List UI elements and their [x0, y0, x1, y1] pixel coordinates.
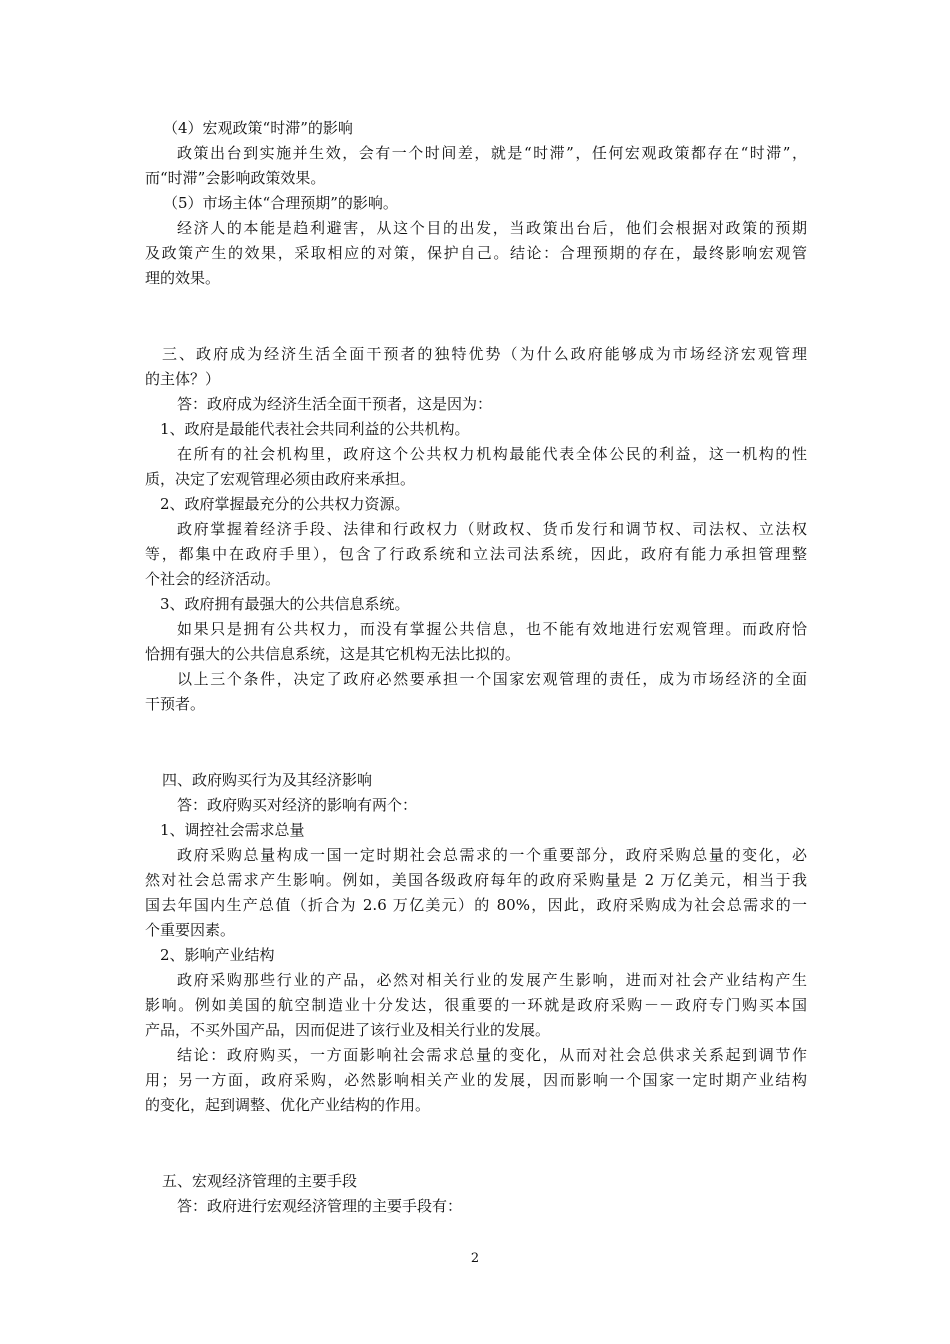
section-heading-3: 三、政府成为经济生活全面干预者的独特优势（为什么政府能够成为市场经济宏观管理 [162, 345, 807, 363]
paragraph-line: 质，决定了宏观管理必须由政府来承担。 [145, 470, 416, 488]
paragraph-line: 影响。例如美国的航空制造业十分发达，很重要的一环就是政府采购－－政府专门购买本国 [145, 996, 807, 1014]
answer-intro: 答：政府进行宏观经济管理的主要手段有： [177, 1197, 463, 1215]
subheading-5: （5）市场主体“合理预期”的影响。 [163, 194, 398, 212]
paragraph-line: 政策出台到实施并生效，会有一个时间差，就是“时滞”，任何宏观政策都存在“时滞”， [177, 144, 807, 162]
point-2: 2、影响产业结构 [160, 946, 275, 964]
page-number: 2 [470, 1251, 480, 1266]
paragraph-line: 国去年国内生产总值（折合为 2.6 万亿美元）的 80%，因此，政府采购成为社会总需求的一 [145, 896, 807, 914]
paragraph-line: 干预者。 [145, 695, 206, 713]
paragraph-line: 如果只是拥有公共权力，而没有掌握公共信息，也不能有效地进行宏观管理。而政府恰 [177, 620, 807, 638]
section-heading-5: 五、宏观经济管理的主要手段 [162, 1172, 358, 1190]
paragraph-line: 个重要因素。 [145, 921, 236, 939]
paragraph-line: 在所有的社会机构里，政府这个公共权力机构最能代表全体公民的利益，这一机构的性 [177, 445, 807, 463]
paragraph-line: 等，都集中在政府手里），包含了行政系统和立法司法系统，因此，政府有能力承担管理整 [145, 545, 807, 563]
paragraph-line: 经济人的本能是趋利避害，从这个目的出发，当政策出台后，他们会根据对政策的预期 [177, 219, 807, 237]
point-3: 3、政府拥有最强大的公共信息系统。 [160, 595, 410, 613]
paragraph-line: 而“时滞”会影响政策效果。 [145, 169, 326, 187]
answer-intro: 答：政府成为经济生活全面干预者，这是因为： [177, 395, 493, 413]
paragraph-line: 产品，不买外国产品，因而促进了该行业及相关行业的发展。 [145, 1021, 551, 1039]
paragraph-line: 结论：政府购买，一方面影响社会需求总量的变化，从而对社会总供求关系起到调节作 [177, 1046, 807, 1064]
paragraph-line: 个社会的经济活动。 [145, 570, 281, 588]
paragraph-line: 用；另一方面，政府采购，必然影响相关产业的发展，因而影响一个国家一定时期产业结构 [145, 1071, 807, 1089]
section-heading-3-cont: 的主体？） [145, 370, 221, 388]
paragraph-line: 政府采购总量构成一国一定时期社会总需求的一个重要部分，政府采购总量的变化，必 [177, 846, 807, 864]
subheading-4: （4）宏观政策“时滞”的影响 [163, 119, 353, 137]
point-1: 1、政府是最能代表社会共同利益的公共机构。 [160, 420, 470, 438]
point-1: 1、调控社会需求总量 [160, 821, 305, 839]
section-heading-4: 四、政府购买行为及其经济影响 [162, 771, 373, 789]
paragraph-line: 以上三个条件，决定了政府必然要承担一个国家宏观管理的责任，成为市场经济的全面 [177, 670, 807, 688]
point-2: 2、政府掌握最充分的公共权力资源。 [160, 495, 410, 513]
answer-intro: 答：政府购买对经济的影响有两个： [177, 796, 418, 814]
paragraph-line: 政府掌握着经济手段、法律和行政权力（财政权、货币发行和调节权、司法权、立法权 [177, 520, 807, 538]
paragraph-line: 的变化，起到调整、优化产业结构的作用。 [145, 1096, 431, 1114]
paragraph-line: 政府采购那些行业的产品，必然对相关行业的发展产生影响，进而对社会产业结构产生 [177, 971, 807, 989]
paragraph-line: 理的效果。 [145, 269, 221, 287]
paragraph-line: 恰拥有强大的公共信息系统，这是其它机构无法比拟的。 [145, 645, 521, 663]
paragraph-line: 然对社会总需求产生影响。例如，美国各级政府每年的政府采购量是 2 万亿美元，相当于我 [145, 871, 807, 889]
paragraph-line: 及政策产生的效果，采取相应的对策，保护自己。结论：合理预期的存在，最终影响宏观管 [145, 244, 807, 262]
